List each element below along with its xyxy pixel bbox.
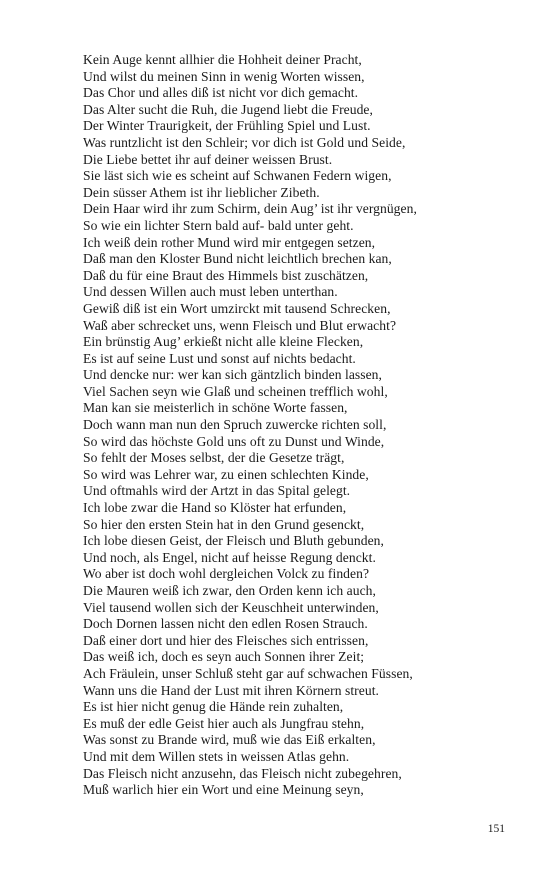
poem-line: Viel tausend wollen sich der Keuschheit unterwinden, (83, 599, 379, 615)
poem-line: Ich lobe diesen Geist, der Fleisch und Bluth gebunden, (83, 533, 384, 549)
poem-line: Viel Sachen seyn wie Glaß und scheinen trefflich wohl, (83, 383, 388, 399)
poem-line: Das Chor und alles diß ist nicht vor dich gemacht. (83, 85, 359, 101)
poem-line: Und mit dem Willen stets in weissen Atlas gehn. (83, 748, 350, 764)
poem-line: Daß einer dort und hier des Fleisches sich entrissen, (83, 632, 369, 648)
poem-line: Und dessen Willen auch must leben unterthan. (83, 284, 338, 300)
poem-line: So wird das höchste Gold uns oft zu Dunst und Winde, (83, 433, 385, 449)
poem-line: Ich weiß dein rother Mund wird mir entgegen setzen, (83, 234, 376, 250)
poem-text (83, 52, 523, 799)
poem-line: Muß warlich hier ein Wort und eine Meinung seyn, (83, 782, 364, 798)
poem-line: Der Winter Traurigkeit, der Frühling Spiel und Lust. (83, 118, 371, 134)
poem-line: Das Alter sucht die Ruh, die Jugend liebt die Freude, (83, 101, 373, 117)
poem-line: Und noch, als Engel, nicht auf heisse Regung denckt. (83, 549, 376, 565)
poem-line: Kein Auge kennt allhier die Hohheit deiner Pracht, (83, 52, 362, 67)
poem-line: Wo aber ist doch wohl dergleichen Volck zu finden? (83, 566, 370, 582)
poem-line: Waß aber schrecket uns, wenn Fleisch und Blut erwacht? (83, 317, 397, 333)
poem-line: Es muß der edle Geist hier auch als Jungfrau stehn, (83, 715, 365, 731)
poem-line: Was runtzlicht ist den Schleir; vor dich ist Gold und Seide, (83, 134, 406, 150)
poem-line: Ich lobe zwar die Hand so Klöster hat erfunden, (83, 500, 347, 516)
poem-line: So wird was Lehrer war, zu einen schlechten Kinde, (83, 466, 369, 482)
poem-line: Und oftmahls wird der Artzt in das Spital gelegt. (83, 483, 351, 499)
poem-line: Daß du für eine Braut des Himmels bist zuschätzen, (83, 267, 369, 283)
poem-line: Es ist auf seine Lust und sonst auf nichts bedacht. (83, 350, 356, 366)
poem-line: Und wilst du meinen Sinn in wenig Worten wissen, (83, 68, 365, 84)
poem-line: Es ist hier nicht genug die Hände rein zuhalten, (83, 699, 344, 715)
poem-line: Das weiß ich, doch es seyn auch Sonnen ihrer Zeit; (83, 649, 365, 665)
poem-line: Das Fleisch nicht anzusehn, das Fleisch nicht zubegehren, (83, 765, 402, 781)
page-number: 151 (487, 823, 505, 835)
poem-line: Ach Fräulein, unser Schluß steht gar auf schwachen Füssen, (83, 665, 413, 681)
poem-line: Ein brünstig Aug’ erkießt nicht alle kleine Flecken, (83, 334, 364, 350)
poem-line: So hier den ersten Stein hat in den Grund gesenckt, (83, 516, 365, 532)
poem-line: Die Liebe bettet ihr auf deiner weissen Brust. (83, 151, 333, 167)
poem-line: So fehlt der Moses selbst, der die Gesetze trägt, (83, 450, 345, 466)
poem-line: Die Mauren weiß ich zwar, den Orden kenn ich auch, (83, 583, 376, 598)
poem-line: Dein Haar wird ihr zum Schirm, dein Aug’ ist ihr vergnügen, (83, 201, 417, 217)
poem-line: Und dencke nur: wer kan sich gäntzlich binden lassen, (83, 367, 382, 383)
poem-line: Daß man den Kloster Bund nicht leichtlich brechen kan, (83, 251, 392, 267)
poem-line: Gewiß diß ist ein Wort umzirckt mit tausend Schrecken, (83, 300, 391, 316)
poem-line: So wie ein lichter Stern bald auf- bald unter geht. (83, 217, 354, 233)
poem-line: Dein süsser Athem ist ihr lieblicher Zibeth. (83, 184, 320, 200)
poem-line: Doch Dornen lassen nicht den edlen Rosen Strauch. (83, 616, 368, 632)
poem-line: Doch wann man nun den Spruch zuwercke richten soll, (83, 417, 387, 433)
poem-line: Sie läst sich wie es scheint auf Schwanen Federn wigen, (83, 168, 392, 184)
poem-line: Was sonst zu Brande wird, muß wie das Eiß erkalten, (83, 732, 376, 748)
poem-line: Man kan sie meisterlich in schöne Worte fassen, (83, 400, 348, 416)
poem-line: Wann uns die Hand der Lust mit ihren Körnern streut. (83, 682, 379, 698)
